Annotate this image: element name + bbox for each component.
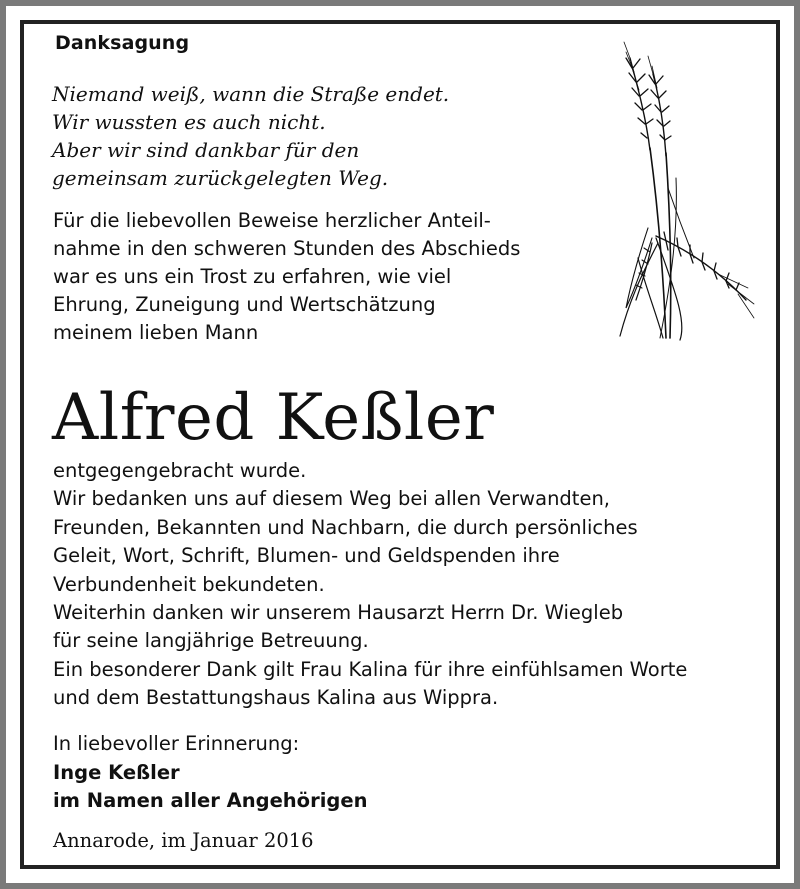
- signature-block: [53, 730, 367, 816]
- thanks-line: Weiterhin danken wir unserem Hausarzt Herrn Dr. Wiegleb: [53, 601, 624, 625]
- closing-intro: In liebevoller Erinnerung:: [53, 732, 300, 755]
- thanks-line: und dem Bestattungshaus Kalina aus Wippra.: [53, 686, 499, 710]
- place-date: Annarode, im Januar 2016: [53, 829, 314, 852]
- wheat-ears-icon: [608, 38, 758, 343]
- intro-line: war es uns ein Trost zu erfahren, wie viel: [53, 265, 452, 288]
- signer-name: Inge Keßler: [53, 760, 180, 784]
- thanks-line: Geleit, Wort, Schrift, Blumen- und Geldspenden ihre: [53, 544, 560, 568]
- poem-line: Wir wussten es auch nicht.: [52, 110, 326, 134]
- deceased-name: Alfred Keßler: [52, 381, 495, 455]
- thanks-line: Ein besonderer Dank gilt Frau Kalina für ihre einfühlsamen Worte: [53, 657, 688, 681]
- thanks-line: Wir bedanken uns auf diesem Weg bei allen Verwandten,: [53, 487, 611, 511]
- thanks-line: entgegengebracht wurde.: [53, 459, 307, 482]
- on-behalf-line: im Namen aller Angehörigen: [53, 789, 368, 812]
- poem-line: Niemand weiß, wann die Straße endet.: [52, 82, 450, 106]
- thanks-paragraph: [53, 457, 687, 713]
- thanks-line: für seine langjährige Betreuung.: [53, 629, 369, 653]
- thanks-line: Freunden, Bekannten und Nachbarn, die durch persönliches: [53, 515, 638, 539]
- poem-line: Aber wir sind dankbar für den: [52, 138, 360, 162]
- poem-line: gemeinsam zurückgelegten Weg.: [52, 166, 389, 190]
- notice-heading: Danksagung: [55, 32, 190, 54]
- intro-line: Ehrung, Zuneigung und Wertschätzung: [53, 293, 436, 316]
- intro-line: nahme in den schweren Stunden des Abschieds: [53, 237, 521, 260]
- intro-paragraph: [53, 207, 520, 347]
- poem: [52, 80, 449, 192]
- thanks-line: Verbundenheit bekundeten.: [53, 572, 325, 596]
- intro-line: Für die liebevollen Beweise herzlicher Anteil-: [53, 209, 491, 232]
- intro-line: meinem lieben Mann: [53, 321, 259, 344]
